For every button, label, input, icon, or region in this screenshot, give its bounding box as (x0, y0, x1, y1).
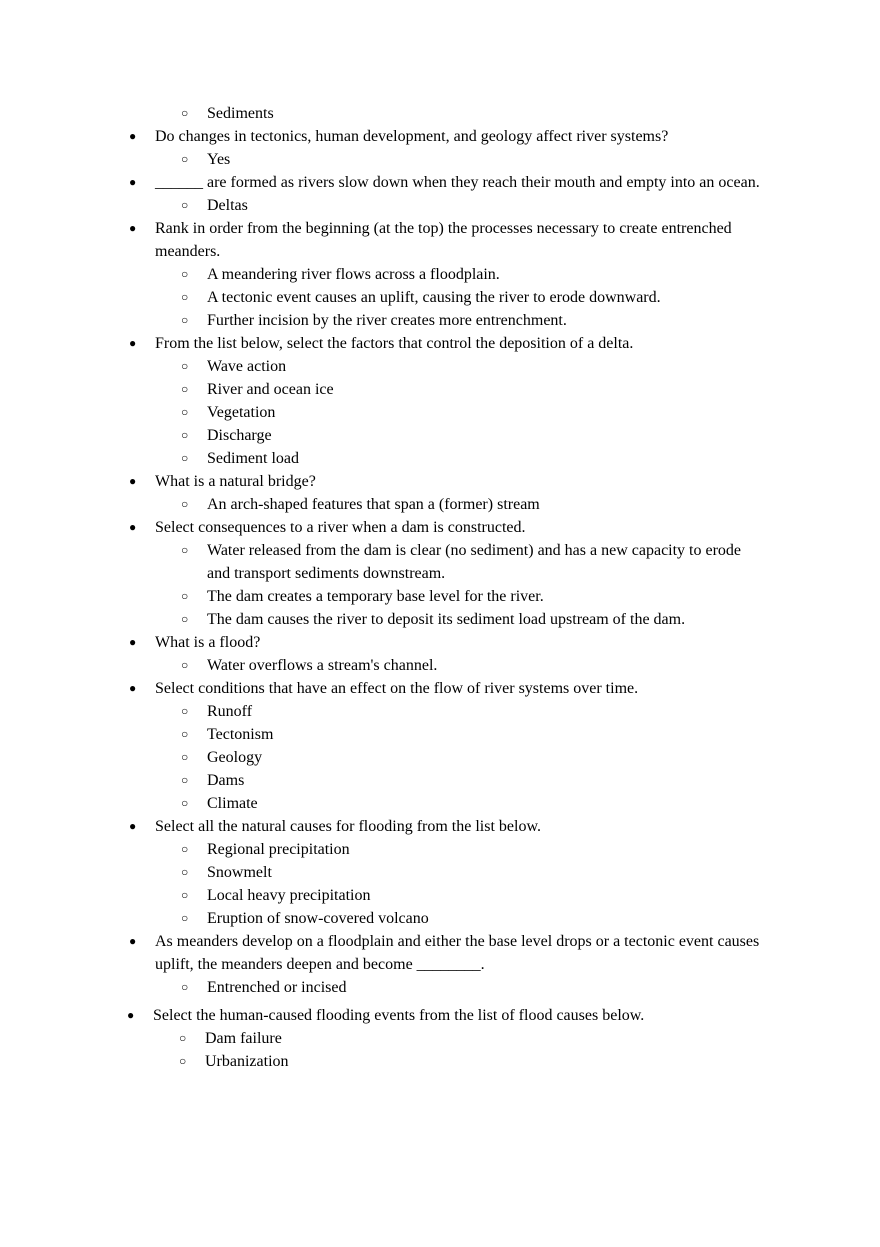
filled-bullet-icon: ● (129, 221, 137, 235)
answer-text: Urbanization (205, 1053, 289, 1070)
question-item (0, 516, 880, 539)
filled-bullet-icon: ● (129, 474, 137, 488)
question-text: What is a flood? (155, 634, 261, 651)
answer-text: The dam causes the river to deposit its sediment load upstream of the dam. (207, 611, 686, 628)
question-text: From the list below, select the factors that control the deposition of a delta. (155, 335, 634, 352)
filled-bullet-icon: ● (129, 336, 137, 350)
hollow-bullet-icon: ○ (181, 589, 189, 603)
question-item (0, 125, 880, 148)
question-item (0, 332, 880, 355)
answer-text: Runoff (207, 703, 253, 720)
hollow-bullet-icon: ○ (179, 1054, 187, 1068)
answer-item (0, 1050, 880, 1073)
hollow-bullet-icon: ○ (179, 1031, 187, 1045)
hollow-bullet-icon: ○ (181, 727, 189, 741)
answer-item (0, 378, 880, 401)
filled-bullet-icon: ● (129, 681, 137, 695)
question-item (0, 815, 880, 838)
filled-bullet-icon: ● (129, 934, 137, 948)
answer-text: Water overflows a stream's channel. (207, 657, 438, 674)
question-text: Do changes in tectonics, human development, and geology affect river systems? (155, 128, 669, 145)
question-text: Select all the natural causes for flooding from the list below. (155, 818, 541, 835)
filled-bullet-icon: ● (129, 819, 137, 833)
answer-item (0, 769, 880, 792)
answer-item (0, 447, 880, 470)
hollow-bullet-icon: ○ (181, 428, 189, 442)
answer-item (0, 585, 880, 608)
hollow-bullet-icon: ○ (181, 382, 189, 396)
answer-item (0, 907, 880, 930)
answer-item (0, 286, 880, 309)
answer-item (0, 861, 880, 884)
answer-text: Dams (207, 772, 245, 789)
hollow-bullet-icon: ○ (181, 198, 189, 212)
answer-item (0, 493, 880, 516)
answer-text: Eruption of snow-covered volcano (207, 910, 429, 927)
answer-item (0, 263, 880, 286)
question-text: Select the human-caused flooding events from the list of flood causes below. (153, 1007, 645, 1024)
question-item (0, 677, 880, 700)
answer-text: Sediments (207, 105, 274, 122)
hollow-bullet-icon: ○ (181, 842, 189, 856)
answer-item (0, 355, 880, 378)
answer-item (0, 608, 880, 631)
filled-bullet-icon: ● (129, 635, 137, 649)
hollow-bullet-icon: ○ (181, 497, 189, 511)
answer-text: Wave action (207, 358, 287, 375)
answer-item (0, 309, 880, 332)
answer-item (0, 746, 880, 769)
question-text: What is a natural bridge? (155, 473, 316, 490)
answer-text: Deltas (207, 197, 248, 214)
answer-item (0, 194, 880, 217)
answer-text: Yes (207, 151, 231, 168)
answer-item (0, 654, 880, 677)
hollow-bullet-icon: ○ (181, 888, 189, 902)
answer-text: Sediment load (207, 450, 299, 467)
hollow-bullet-icon: ○ (181, 750, 189, 764)
answer-text: Local heavy precipitation (207, 887, 371, 904)
answer-text: Geology (207, 749, 263, 766)
hollow-bullet-icon: ○ (181, 152, 189, 166)
hollow-bullet-icon: ○ (181, 267, 189, 281)
hollow-bullet-icon: ○ (181, 865, 189, 879)
filled-bullet-icon: ● (129, 175, 137, 189)
answer-text: Climate (207, 795, 258, 812)
answer-text: River and ocean ice (207, 381, 334, 398)
answer-text: An arch-shaped features that span a (former) stream (207, 496, 540, 513)
question-text: Select consequences to a river when a dam is constructed. (155, 519, 526, 536)
answer-item (0, 700, 880, 723)
answer-text: Discharge (207, 427, 272, 444)
hollow-bullet-icon: ○ (181, 543, 189, 557)
question-text: Select conditions that have an effect on the flow of river systems over time. (155, 680, 639, 697)
answer-item (0, 792, 880, 815)
hollow-bullet-icon: ○ (181, 290, 189, 304)
filled-bullet-icon: ● (129, 129, 137, 143)
question-list (0, 102, 880, 1073)
question-item (0, 631, 880, 654)
hollow-bullet-icon: ○ (181, 911, 189, 925)
question-item (0, 171, 880, 194)
hollow-bullet-icon: ○ (181, 704, 189, 718)
hollow-bullet-icon: ○ (181, 359, 189, 373)
answer-item (0, 838, 880, 861)
question-item (0, 217, 880, 263)
answer-text: Tectonism (207, 726, 274, 743)
answer-item (0, 723, 880, 746)
answer-item (0, 1027, 880, 1050)
question-item (0, 470, 880, 493)
hollow-bullet-icon: ○ (181, 451, 189, 465)
hollow-bullet-icon: ○ (181, 612, 189, 626)
answer-item (0, 884, 880, 907)
answer-text: Entrenched or incised (207, 979, 347, 996)
hollow-bullet-icon: ○ (181, 773, 189, 787)
question-text: Rank in order from the beginning (at the top) the processes necessary to create entrenched meanders. (155, 220, 732, 260)
question-item (0, 1004, 880, 1027)
answer-item (0, 401, 880, 424)
question-text: ______ are formed as rivers slow down when they reach their mouth and empty into an ocean. (155, 174, 760, 191)
answer-item (0, 539, 880, 585)
answer-text: Water released from the dam is clear (no sediment) and has a new capacity to erode and transport sediments downstream. (207, 542, 742, 582)
answer-item (0, 424, 880, 447)
filled-bullet-icon: ● (129, 520, 137, 534)
answer-item (0, 976, 880, 999)
hollow-bullet-icon: ○ (181, 313, 189, 327)
answer-text: Dam failure (205, 1030, 282, 1047)
answer-text: The dam creates a temporary base level for the river. (207, 588, 544, 605)
hollow-bullet-icon: ○ (181, 658, 189, 672)
answer-text: Vegetation (207, 404, 276, 421)
answer-item (0, 148, 880, 171)
answer-text: A tectonic event causes an uplift, causing the river to erode downward. (207, 289, 661, 306)
answer-item (0, 102, 880, 125)
hollow-bullet-icon: ○ (181, 106, 189, 120)
question-text: As meanders develop on a floodplain and either the base level drops or a tectonic event causes uplift, the meanders deepen and become ________. (155, 933, 760, 973)
answer-text: Further incision by the river creates more entrenchment. (207, 312, 567, 329)
answer-text: A meandering river flows across a floodplain. (207, 266, 500, 283)
answer-text: Snowmelt (207, 864, 272, 881)
filled-bullet-icon: ● (127, 1008, 135, 1022)
answer-text: Regional precipitation (207, 841, 350, 858)
hollow-bullet-icon: ○ (181, 980, 189, 994)
question-item (0, 930, 880, 976)
hollow-bullet-icon: ○ (181, 405, 189, 419)
hollow-bullet-icon: ○ (181, 796, 189, 810)
